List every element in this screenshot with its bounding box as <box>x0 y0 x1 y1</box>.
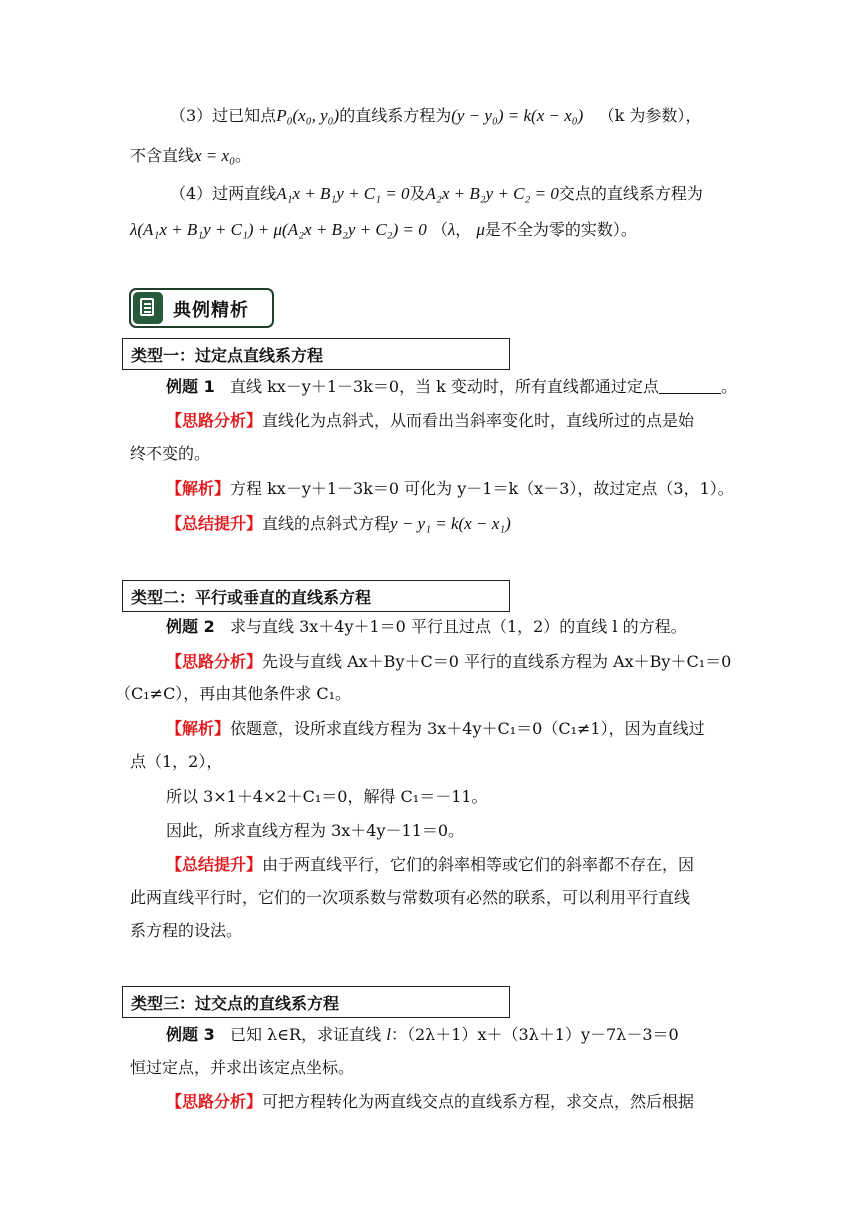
type2-solution-text2: 点（1，2）， <box>130 752 223 771</box>
type1-analysis <box>166 410 694 432</box>
type2-solution-result <box>166 820 464 842</box>
type2-solution-cont <box>130 751 222 773</box>
note-item4-line1-eq: A₁x + B₁y + C₁ = 0 <box>276 184 410 203</box>
type3-example-text2: 恒过定点，并求出该定点坐标。 <box>130 1058 355 1077</box>
type2-summary-cont1 <box>130 887 690 909</box>
note-item3-point: P₀(x₀, y₀) <box>276 106 340 125</box>
section-badge-label: 典例精析 <box>173 300 249 321</box>
note-item4-prefix: （4）过两直线 <box>170 184 277 203</box>
section-badge <box>129 288 274 328</box>
note-item4-line1 <box>170 183 703 205</box>
type1-example-text: 直线 kx－y＋1－3k＝0，当 k 变动时，所有直线都通过定点 <box>229 377 659 396</box>
type3-example-label: 例题 3 <box>166 1025 215 1044</box>
type2-solution-text3: 所以 3×1＋4×2＋C₁＝0，解得 C₁＝－11。 <box>166 787 488 806</box>
type2-analysis-text: 先设与直线 Ax＋By＋C＝0 平行的直线系方程为 Ax＋By＋C₁＝0 <box>262 652 732 671</box>
type2-solution <box>166 718 705 740</box>
note-item4-cond-text: 是不全为零的实数）。 <box>484 220 637 239</box>
type2-example-text: 求与直线 3x＋4y＋1＝0 平行且过点（1，2）的直线 l 的方程。 <box>229 617 687 636</box>
type2-summary-text3: 系方程的设法。 <box>130 921 243 940</box>
type3-analysis-tag: 【思路分析】 <box>166 1092 263 1111</box>
note-item3-line2-prefix: 不含直线 <box>130 146 195 165</box>
type3-analysis-text: 可把方程转化为两直线交点的直线系方程，求交点，然后根据 <box>262 1092 695 1111</box>
type1-example <box>166 376 737 398</box>
note-item3-middle: 的直线系方程为 <box>339 106 452 125</box>
type3-example-pre: 已知 λ∈R，求证直线 <box>229 1025 382 1044</box>
type2-solution-text4: 因此，所求直线方程为 3x＋4y－11＝0。 <box>166 821 465 840</box>
note-item3-line1 <box>170 105 701 127</box>
note-item4-mu: μ <box>476 220 485 239</box>
type3-analysis <box>166 1091 694 1113</box>
type1-analysis-cont <box>130 443 210 465</box>
type1-example-end: 。 <box>720 377 737 396</box>
type2-example-label: 例题 2 <box>166 617 215 636</box>
type1-solution <box>166 478 734 500</box>
type1-solution-tag: 【解析】 <box>166 479 231 498</box>
note-item3-line2-suffix: 。 <box>235 146 252 165</box>
document-icon <box>133 292 163 324</box>
note-item4-and: 及 <box>409 184 426 203</box>
type1-summary-text: 直线的点斜式方程 <box>262 514 391 533</box>
note-item3-equation: (y − y₀) = k(x − x₀) <box>451 106 584 125</box>
type3-example-l: l <box>386 1025 391 1044</box>
type1-analysis-text: 直线化为点斜式，从而看出当斜率变化时，直线所过的点是始 <box>262 411 695 430</box>
note-item3-excluded: x = x₀ <box>194 146 235 165</box>
type2-summary-text: 由于两直线平行，它们的斜率相等或它们的斜率都不存在，因 <box>262 855 695 874</box>
answer-blank[interactable] <box>659 379 721 394</box>
type3-example <box>166 1024 679 1046</box>
note-item4-suffix: 交点的直线系方程为 <box>558 184 703 203</box>
type1-solution-text: 方程 kx－y＋1－3k＝0 可化为 y－1＝k（x－3），故过定点（3，1）。 <box>230 479 734 498</box>
type2-solution-tag: 【解析】 <box>166 719 231 738</box>
note-item3-suffix: （k 为参数）， <box>598 106 702 125</box>
note-item3-line2 <box>130 145 251 167</box>
type1-analysis-tag: 【思路分析】 <box>166 411 263 430</box>
note-item4-line2 <box>130 219 637 241</box>
type2-summary-tag: 【总结提升】 <box>166 855 263 874</box>
note-item3-prefix: （3）过已知点 <box>170 106 277 125</box>
note-item4-line2-eq: A₂x + B₂y + C₂ = 0 <box>425 184 559 203</box>
type2-analysis-text2: （C₁≠C），再由其他条件求 C₁。 <box>115 684 352 703</box>
type1-title-box <box>122 338 510 370</box>
type2-analysis-tag: 【思路分析】 <box>166 652 263 671</box>
type3-title: 类型三：过交点的直线系方程 <box>131 994 340 1013</box>
type1-analysis-text2: 终不变的。 <box>130 444 211 463</box>
type1-summary-math: y − y₁ = k(x − x₁) <box>390 514 511 533</box>
type1-summary <box>166 513 511 535</box>
type3-example-post: ：（2λ＋1）x＋（3λ＋1）y－7λ－3＝0 <box>390 1025 679 1044</box>
type2-summary-cont2 <box>130 920 242 942</box>
type2-solution-text: 依题意，设所求直线方程为 3x＋4y＋C₁＝0（C₁≠1），因为直线过 <box>230 719 705 738</box>
type2-analysis-cont <box>115 683 351 705</box>
type1-summary-tag: 【总结提升】 <box>166 514 263 533</box>
type2-title-box <box>122 580 510 612</box>
note-item4-lambda: λ <box>447 220 456 239</box>
note-item4-system: λ(A₁x + B₁y + C₁) + μ(A₂x + B₂y + C₂) = 0 <box>130 220 427 239</box>
type2-example <box>166 616 687 638</box>
type2-summary <box>166 854 694 876</box>
note-item4-comma: ， <box>455 220 472 239</box>
type2-analysis <box>166 651 731 673</box>
type3-title-box <box>122 986 510 1018</box>
note-item4-cond-open: （ <box>431 220 448 239</box>
type2-title: 类型二：平行或垂直的直线系方程 <box>131 588 372 607</box>
type1-title: 类型一：过定点直线系方程 <box>131 346 324 365</box>
type1-example-label: 例题 1 <box>166 377 215 396</box>
type2-solution-step <box>166 786 488 808</box>
type2-summary-text2: 此两直线平行时，它们的一次项系数与常数项有必然的联系，可以利用平行直线 <box>130 888 691 907</box>
type3-example-cont <box>130 1057 354 1079</box>
